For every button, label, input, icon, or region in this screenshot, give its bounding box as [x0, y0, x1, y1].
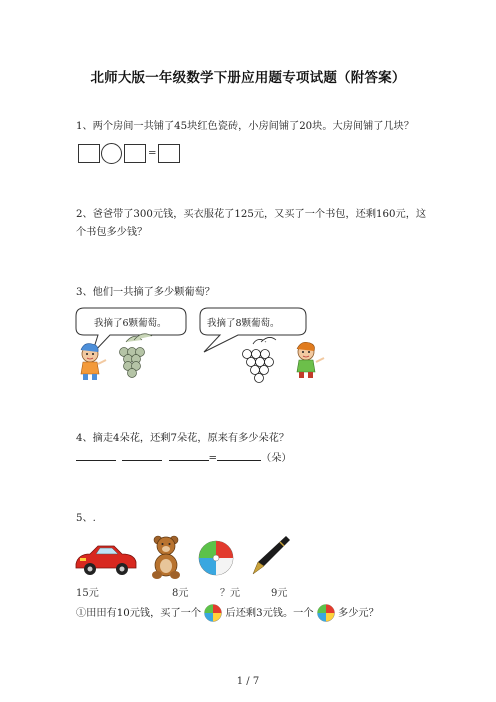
- outline-grapes-icon: [243, 337, 277, 382]
- q4-unit: （朵）: [261, 453, 292, 464]
- bubble-right-text: 我摘了8颗葡萄。: [207, 318, 280, 329]
- q4-answer-line: [76, 450, 292, 467]
- q5-items: [74, 534, 292, 582]
- q1-answer-box-1[interactable]: [78, 144, 100, 163]
- q4-blank-2[interactable]: [122, 450, 162, 461]
- bubble-left-text: 我摘了6颗葡萄。: [94, 318, 167, 329]
- q5-sub1-part-a: ①田田有10元钱，买了一个: [76, 608, 202, 619]
- question-4-text: 4、摘走4朵花，还剩7朵花，原来有多少朵花？: [76, 433, 290, 444]
- price-car: 15元: [76, 588, 99, 599]
- q4-equals-sign: =: [208, 453, 218, 464]
- question-1-text: 1、两个房间一共铺了45块红色瓷砖，小房间铺了20块。大房间铺了几块？: [76, 121, 415, 132]
- price-ball: ？元: [220, 588, 240, 599]
- green-grapes-icon: [120, 334, 153, 378]
- page-title: 北师大版一年级数学下册应用题专项试题（附答案）: [90, 70, 406, 86]
- question-2-line-1: 2、爸爸带了300元钱，买衣服花了125元，又买了一个书包，还剩160元，这: [76, 209, 427, 220]
- price-pen: 9元: [271, 588, 288, 599]
- beach-ball-icon: [204, 604, 222, 622]
- toy-car-icon: [76, 546, 136, 575]
- q5-sub1-part-c: 多少元？: [338, 608, 379, 619]
- teddy-bear-icon: [152, 536, 180, 579]
- kid-right-icon: [297, 342, 324, 378]
- q5-subquestion-1: [76, 604, 379, 622]
- question-5-text: 5、.: [76, 513, 96, 524]
- page-number: 1 / 7: [236, 676, 260, 687]
- price-bear: 8元: [172, 588, 189, 599]
- q4-blank-1[interactable]: [76, 450, 116, 461]
- q1-operator-circle[interactable]: [101, 143, 122, 164]
- fountain-pen-icon: [253, 536, 290, 574]
- q1-answer-box-2[interactable]: [124, 144, 146, 163]
- q4-blank-result[interactable]: [217, 450, 261, 461]
- q1-answer-box-result[interactable]: [158, 144, 180, 163]
- kid-left-icon: [81, 344, 106, 380]
- question-2-line-2: 个书包多少钱？: [76, 227, 148, 238]
- beach-ball-icon: [317, 604, 335, 622]
- q5-sub1-part-b: 后还剩3元钱。一个: [225, 608, 314, 619]
- q1-equals-sign: =: [148, 148, 157, 159]
- question-3-text: 3、他们一共摘了多少颗葡萄？: [76, 287, 215, 298]
- beach-ball-icon: [199, 541, 233, 575]
- q4-blank-3[interactable]: [169, 450, 209, 461]
